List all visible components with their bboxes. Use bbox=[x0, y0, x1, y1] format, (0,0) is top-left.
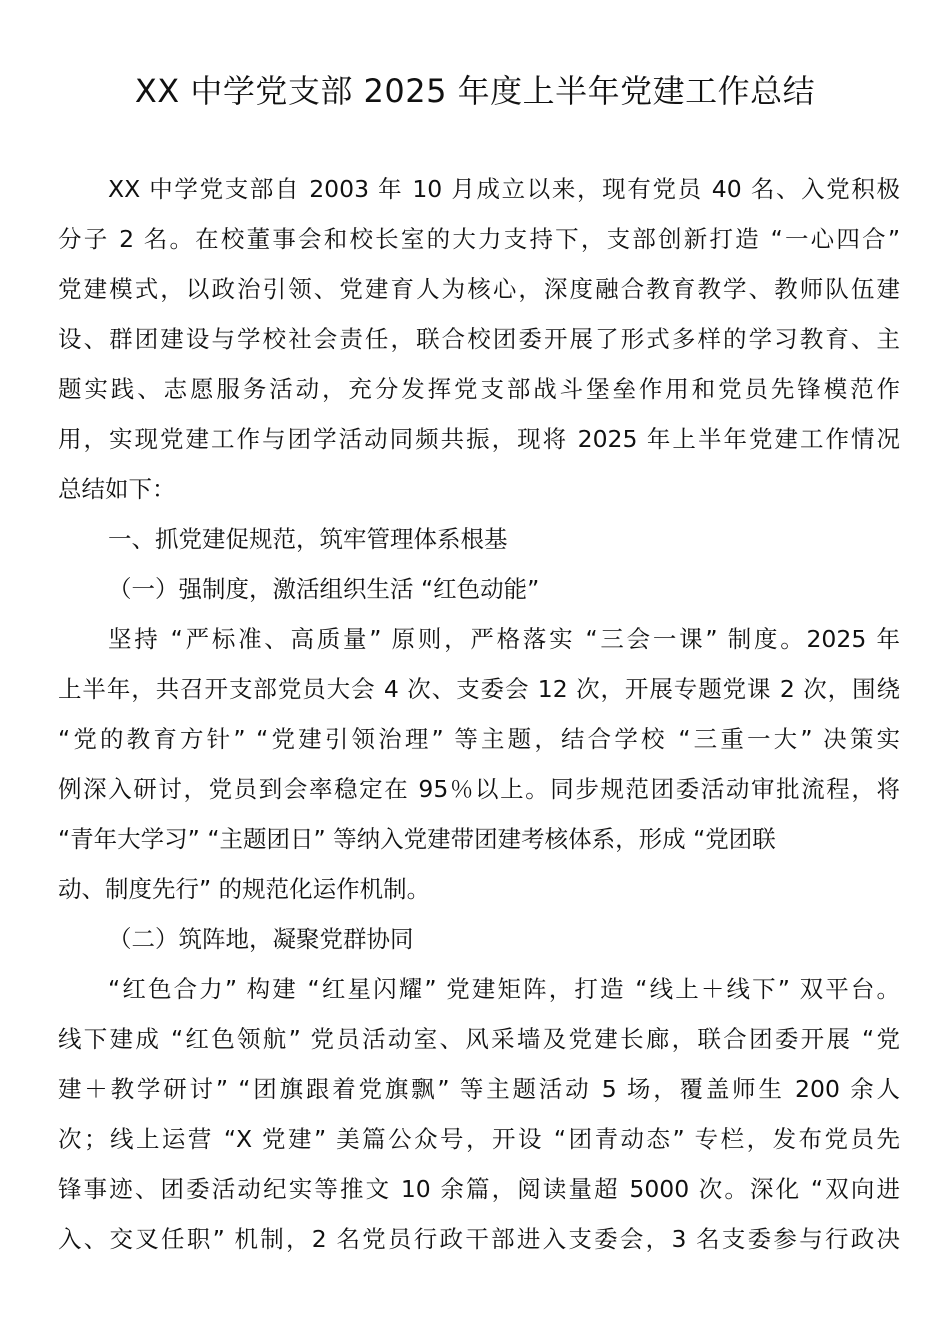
subsection-heading: （二）筑阵地，凝聚党群协同 bbox=[108, 925, 414, 953]
paragraph-line: 设、群团建设与学校社会责任，联合校团委开展了形式多样的学习教育、主 bbox=[58, 325, 900, 353]
paragraph-line: “红色合力” 构建 “红星闪耀” 党建矩阵，打造 “线上＋线下” 双平台。 bbox=[108, 975, 900, 1003]
paragraph-line: 线下建成 “红色领航” 党员活动室、风采墙及党建长廊，联合团委开展 “党 bbox=[58, 1025, 900, 1053]
section-heading: 一、抓党建促规范，筑牢管理体系根基 bbox=[108, 525, 508, 553]
document-title: XX 中学党支部 2025 年度上半年党建工作总结 bbox=[134, 72, 816, 110]
paragraph-line: 动、制度先行” 的规范化运作机制。 bbox=[58, 875, 431, 903]
paragraph-line: 锋事迹、团委活动纪实等推文 10 余篇，阅读量超 5000 次。深化 “双向进 bbox=[58, 1175, 900, 1203]
paragraph-line: “青年大学习” “主题团日” 等纳入党建带团建考核体系，形成 “党团联 bbox=[58, 825, 776, 853]
paragraph-line: 题实践、志愿服务活动，充分发挥党支部战斗堡垒作用和党员先锋模范作 bbox=[58, 375, 900, 403]
paragraph-line: 建＋教学研讨” “团旗跟着党旗飘” 等主题活动 5 场，覆盖师生 200 余人 bbox=[58, 1075, 900, 1103]
paragraph-line: 例深入研讨，党员到会率稳定在 95％以上。同步规范团委活动审批流程，将 bbox=[58, 775, 900, 803]
paragraph-line: 分子 2 名。在校董事会和校长室的大力支持下，支部创新打造 “一心四合” bbox=[58, 225, 900, 253]
paragraph-line: 上半年，共召开支部党员大会 4 次、支委会 12 次，开展专题党课 2 次，围绕 bbox=[58, 675, 900, 703]
paragraph-line: 总结如下： bbox=[58, 475, 176, 503]
subsection-heading: （一）强制度，激活组织生活 “红色动能” bbox=[108, 575, 540, 603]
paragraph-line: “党的教育方针” “党建引领治理” 等主题，结合学校 “三重一大” 决策实 bbox=[58, 725, 900, 753]
paragraph-line: 坚持 “严标准、高质量” 原则，严格落实 “三会一课” 制度。2025 年 bbox=[108, 625, 900, 653]
paragraph-line: 党建模式，以政治引领、党建育人为核心，深度融合教育教学、教师队伍建 bbox=[58, 275, 900, 303]
paragraph-line: XX 中学党支部自 2003 年 10 月成立以来，现有党员 40 名、入党积极 bbox=[108, 175, 900, 203]
paragraph-line: 入、交叉任职” 机制，2 名党员行政干部进入支委会，3 名支委参与行政决 bbox=[58, 1225, 900, 1253]
paragraph-line: 用，实现党建工作与团学活动同频共振，现将 2025 年上半年党建工作情况 bbox=[58, 425, 900, 453]
paragraph-line: 次；线上运营 “X 党建” 美篇公众号，开设 “团青动态” 专栏，发布党员先 bbox=[58, 1125, 900, 1153]
document-body bbox=[58, 164, 900, 1264]
